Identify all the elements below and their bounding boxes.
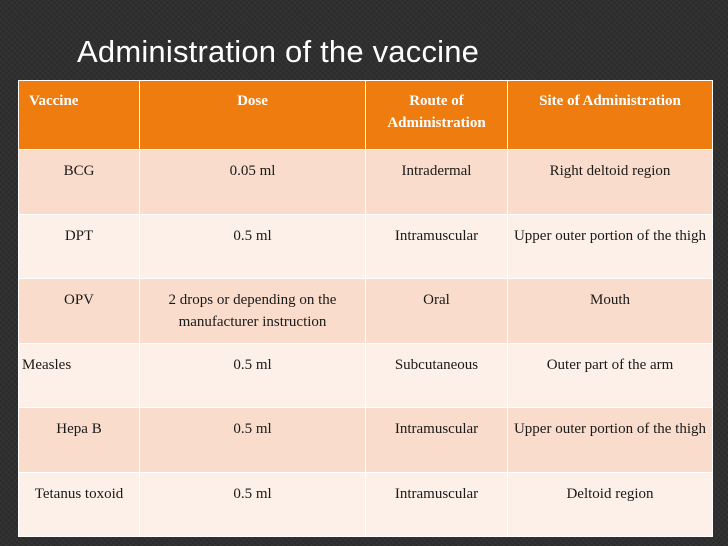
table-row <box>19 150 713 215</box>
cell-site: Deltoid region <box>508 472 713 537</box>
cell-site: Outer part of the arm <box>508 343 713 408</box>
cell-dose: 0.5 ml <box>140 472 366 537</box>
cell-vaccine: Tetanus toxoid <box>19 472 140 537</box>
cell-route: Intradermal <box>366 150 508 215</box>
header-site: Site of Administration <box>508 81 713 150</box>
table-row <box>19 214 713 279</box>
table-row <box>19 472 713 537</box>
header-dose: Dose <box>140 81 366 150</box>
cell-route: Intramuscular <box>366 408 508 473</box>
vaccine-administration-table <box>18 80 713 537</box>
cell-route: Subcutaneous <box>366 343 508 408</box>
header-vaccine: Vaccine <box>19 81 140 150</box>
cell-route: Oral <box>366 279 508 344</box>
cell-dose: 0.5 ml <box>140 214 366 279</box>
slide-title: Administration of the vaccine <box>77 34 480 69</box>
cell-site: Upper outer portion of the thigh <box>508 214 713 279</box>
cell-dose: 0.05 ml <box>140 150 366 215</box>
cell-dose: 0.5 ml <box>140 408 366 473</box>
cell-route: Intramuscular <box>366 472 508 537</box>
table-header-row <box>19 81 713 150</box>
header-route: Route of Administration <box>366 81 508 150</box>
table-row <box>19 279 713 344</box>
cell-vaccine: DPT <box>19 214 140 279</box>
cell-dose: 2 drops or depending on the manufacturer instruction <box>140 279 366 344</box>
cell-vaccine: Measles <box>19 343 140 408</box>
cell-vaccine: OPV <box>19 279 140 344</box>
cell-route: Intramuscular <box>366 214 508 279</box>
table-row <box>19 343 713 408</box>
cell-site: Mouth <box>508 279 713 344</box>
cell-site: Upper outer portion of the thigh <box>508 408 713 473</box>
cell-vaccine: Hepa B <box>19 408 140 473</box>
table-row <box>19 408 713 473</box>
cell-vaccine: BCG <box>19 150 140 215</box>
cell-site: Right deltoid region <box>508 150 713 215</box>
cell-dose: 0.5 ml <box>140 343 366 408</box>
